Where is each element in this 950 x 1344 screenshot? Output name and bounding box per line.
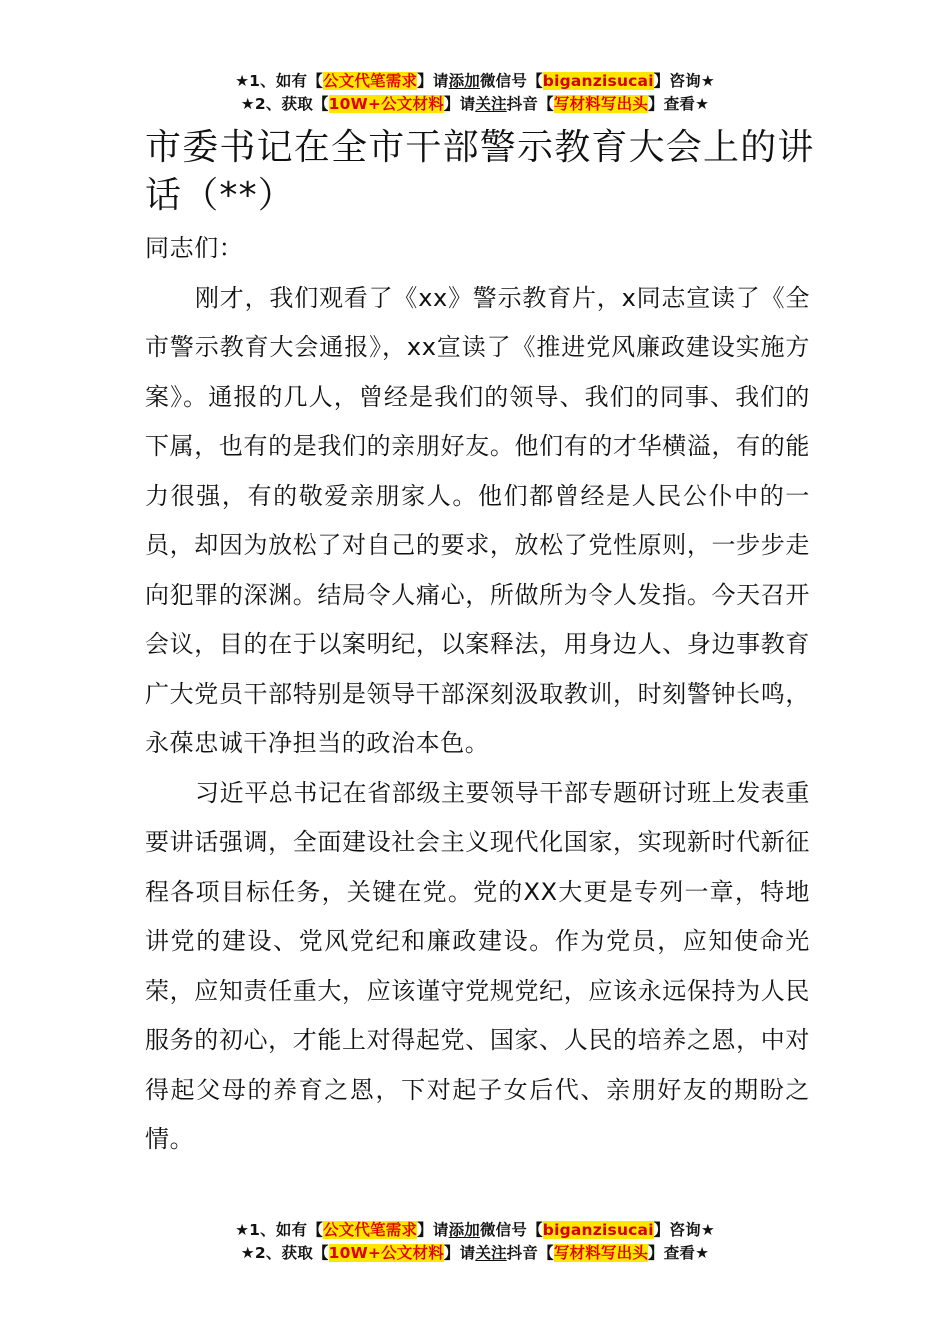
banner-highlight-materials: 10W+公文材料 [328,1244,444,1262]
banner-text: 抖音【 [506,1244,554,1262]
banner-text: 】请 [443,1244,476,1262]
banner-text: 】咨询★ [653,1221,715,1239]
body-paragraph-1: 刚才，我们观看了《xx》警示教育片，x同志宣读了《全市警示教育大会通报》，xx宣读了《推进党风廉政建设实施方案》。通报的几人，曾经是我们的领导、我们的同事、我们的下属，也有的是我们的亲朋好友。他们有的才华横溢，有的能力很强，有的敬爱亲朋家人。他们都曾经是人民公仆中的一员，却因为放松了对自己的要求，放松了党性原则，一步步走向犯罪的深渊。结局令人痛心，所做所为令人发指。今天召开会议，目的在于以案明纪，以案释法，用身边人、身边事教育广大党员干部特别是领导干部深刻汲取教训，时刻警钟长鸣，永葆忠诚干净担当的政治本色。 [145,283,810,757]
banner-underlined-text: 添加 [448,1221,480,1239]
body-paragraph-2: 习近平总书记在省部级主要领导干部专题研讨班上发表重要讲话强调，全面建设社会主义现代化国家，实现新时代新征程各项目标任务，关键在党。党的XX大更是专列一章，特地讲党的建设、党风党纪和廉政建设。作为党员，应知使命光荣，应知责任重大，应该谨守党规党纪，应该永远保持为人民服务的初心，才能上对得起党、国家、人民的培养之恩，中对得起父母的养育之恩，下对起子女后代、亲朋好友的期盼之情。 [145,778,810,1153]
document-title: 市委书记在全市干部警示教育大会上的讲话（**） [145,127,815,216]
banner-line-2 [0,1242,950,1265]
banner-underlined-text: 关注 [475,95,507,113]
banner-text: 微信号【 [479,1221,543,1239]
banner-text: 】请 [417,1221,449,1239]
document-body [145,224,810,1165]
banner-text: 】咨询★ [653,72,715,90]
banner-text: ★2、获取【 [240,1244,329,1262]
banner-highlight-douyin-id: 写材料写出头 [553,95,649,113]
banner-highlight-wechat-id: biganzisucai [542,1221,654,1239]
banner-highlight-douyin-id: 写材料写出头 [553,1244,649,1262]
footer-banner [0,1219,950,1265]
salutation: 同志们： [145,234,244,262]
banner-text: 】查看★ [648,95,710,113]
banner-text: ★1、如有【 [235,1221,323,1239]
banner-text: 】请 [417,72,449,90]
banner-highlight-wechat-id: biganzisucai [542,72,654,90]
banner-highlight-service: 公文代笔需求 [322,1221,418,1239]
header-banner [0,70,950,116]
banner-text: 】查看★ [648,1244,710,1262]
banner-text: ★2、获取【 [240,95,329,113]
banner-line-1 [0,1219,950,1242]
banner-underlined-text: 添加 [448,72,480,90]
banner-highlight-materials: 10W+公文材料 [328,95,444,113]
banner-line-1 [0,70,950,93]
banner-line-2 [0,93,950,116]
banner-text: ★1、如有【 [235,72,323,90]
banner-text: 抖音【 [506,95,554,113]
banner-text: 微信号【 [479,72,543,90]
banner-underlined-text: 关注 [475,1244,507,1262]
banner-highlight-service: 公文代笔需求 [322,72,418,90]
banner-text: 】请 [443,95,476,113]
